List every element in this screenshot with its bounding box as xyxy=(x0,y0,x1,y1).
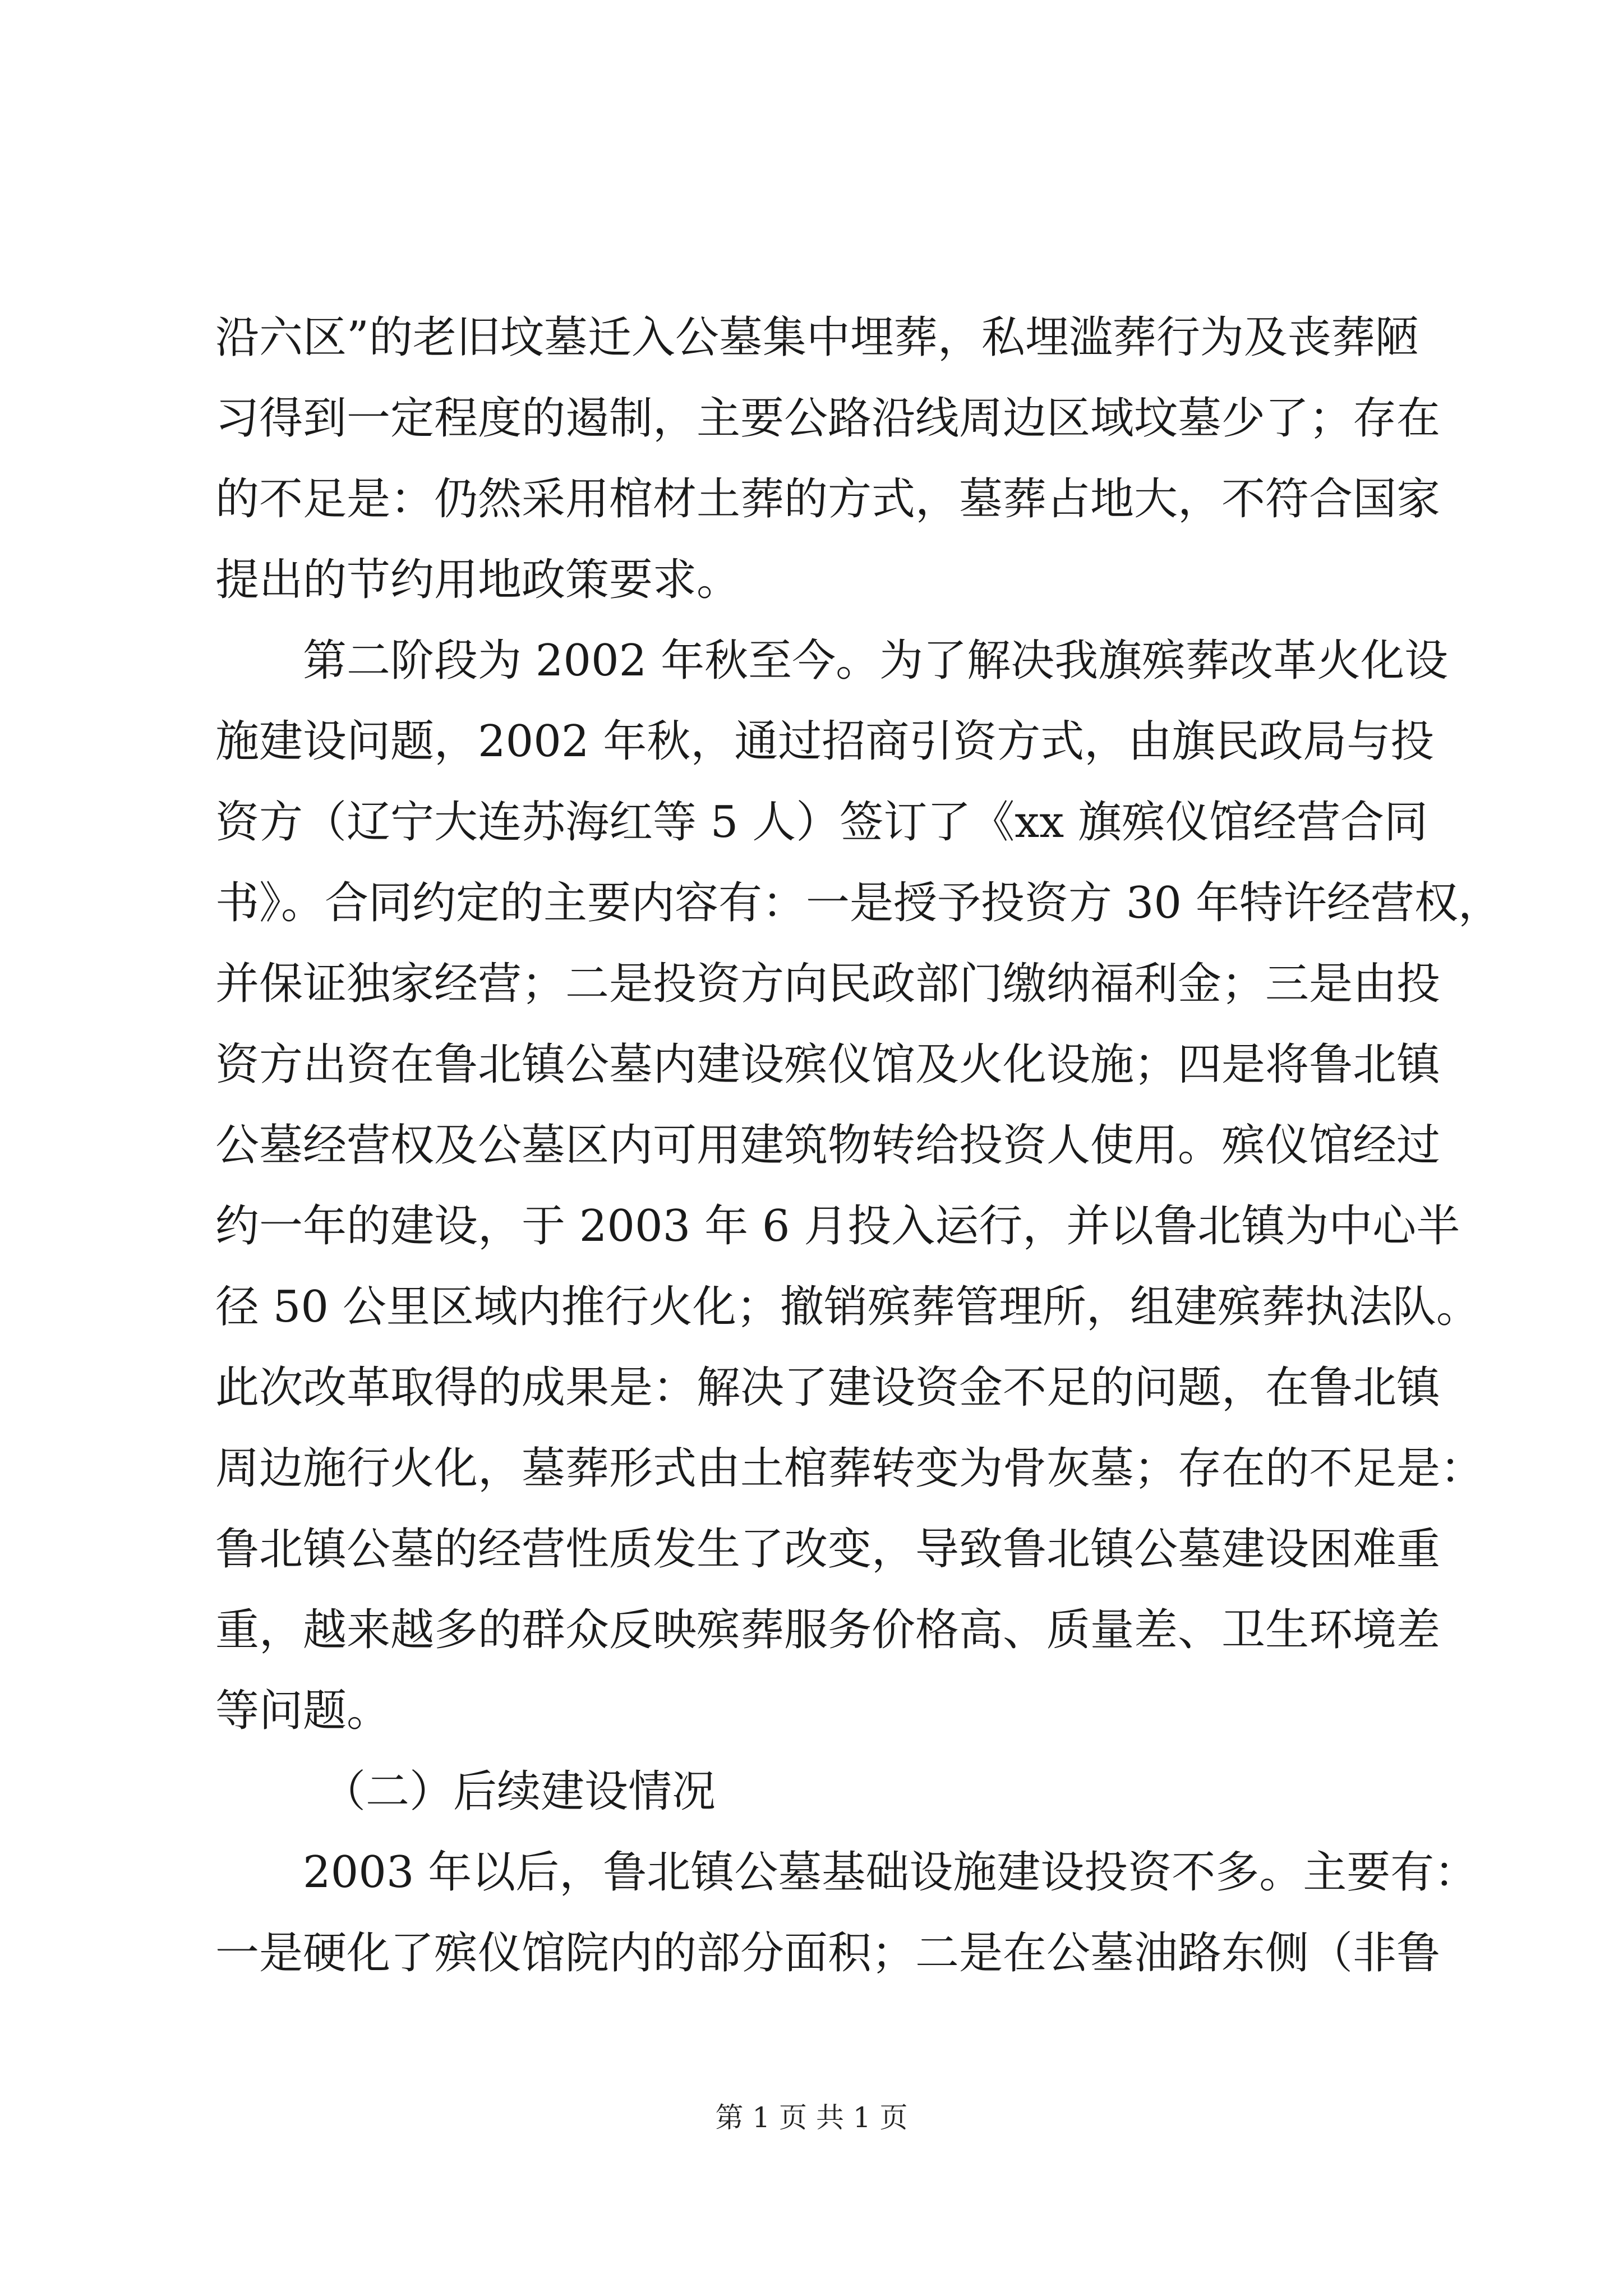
text-line: 的不足是：仍然采用棺材土葬的方式，墓葬占地大，不符合国家 xyxy=(215,474,1441,524)
text-line: 2003 年以后，鲁北镇公墓基础设施建设投资不多。主要有： xyxy=(303,1847,1478,1898)
text-line: 资方（辽宁大连苏海红等 5 人）签订了《xx 旗殡仪馆经营合同 xyxy=(215,797,1428,848)
text-line: 习得到一定程度的遏制，主要公路沿线周边区域坟墓少了；存在 xyxy=(215,393,1441,444)
text-line: 重，越来越多的群众反映殡葬服务价格高、质量差、卫生环境差 xyxy=(215,1605,1441,1655)
text-line: 并保证独家经营；二是投资方向民政部门缴纳福利金；三是由投 xyxy=(215,959,1441,1009)
text-line: 书》。合同约定的主要内容有：一是授予投资方 30 年特许经营权， xyxy=(215,878,1502,928)
section-heading: （二）后续建设情况 xyxy=(322,1766,716,1817)
text-line: 公墓经营权及公墓区内可用建筑物转给投资人使用。殡仪馆经过 xyxy=(215,1120,1441,1171)
page-number-footer: 第 1 页 共 1 页 xyxy=(715,2101,908,2134)
text-line: 沿六区”的老旧坟墓迁入公墓集中埋葬，私埋滥葬行为及丧葬陋 xyxy=(215,312,1419,363)
text-line: 一是硬化了殡仪馆院内的部分面积；二是在公墓油路东侧（非鲁 xyxy=(215,1928,1441,1978)
text-line: 施建设问题，2002 年秋，通过招商引资方式，由旗民政局与投 xyxy=(215,716,1435,767)
document-body xyxy=(215,297,1502,1994)
text-line: 提出的节约用地政策要求。 xyxy=(215,555,741,605)
text-line: 鲁北镇公墓的经营性质发生了改变，导致鲁北镇公墓建设困难重 xyxy=(215,1524,1441,1575)
text-line: 第二阶段为 2002 年秋至今。为了解决我旗殡葬改革火化设 xyxy=(303,636,1449,686)
text-line: 此次改革取得的成果是：解决了建设资金不足的问题，在鲁北镇 xyxy=(215,1363,1441,1413)
text-line: 周边施行火化，墓葬形式由土棺葬转变为骨灰墓；存在的不足是： xyxy=(215,1443,1484,1494)
text-line: 径 50 公里区域内推行火化；撤销殡葬管理所，组建殡葬执法队。 xyxy=(215,1282,1480,1332)
text-line: 等问题。 xyxy=(215,1686,391,1736)
text-line: 资方出资在鲁北镇公墓内建设殡仪馆及火化设施；四是将鲁北镇 xyxy=(215,1039,1441,1090)
text-line: 约一年的建设，于 2003 年 6 月投入运行，并以鲁北镇为中心半 xyxy=(215,1201,1460,1251)
